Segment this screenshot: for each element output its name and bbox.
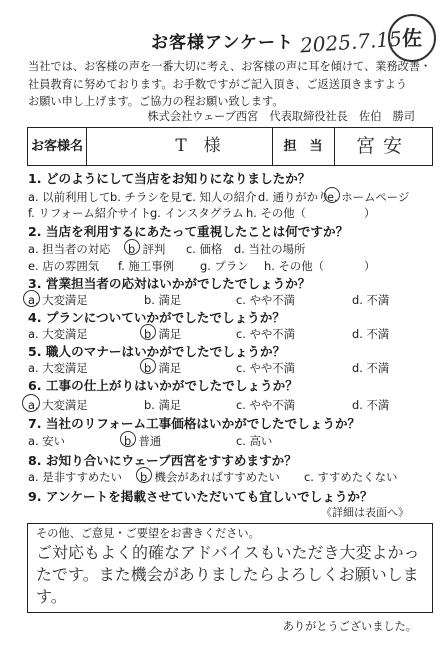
option-2b: b. 評判 (128, 242, 166, 256)
answer-circle (140, 358, 156, 374)
question-5: 5. 職人のマナーはいかがでしたでしょうか？ (28, 344, 286, 359)
company-signature: 株式会社ウェーブ西宮 代表取締役社長 佐伯 勝司 (147, 110, 415, 123)
option-2a: a. 担当者の対応 (28, 242, 111, 256)
name-row (27, 127, 433, 166)
option-1a: a. 以前利用して (28, 190, 111, 204)
option-1e: e. ホームページ (327, 190, 410, 204)
option-3d: d. 不満 (352, 293, 390, 307)
option-5b: b. 満足 (144, 361, 182, 375)
option-5d: d. 不満 (352, 361, 390, 375)
question-1: 1. どのようにして当店をお知りになりましたか？ (28, 171, 311, 186)
intro-text (28, 58, 431, 111)
option-6c: c. やや不満 (236, 398, 296, 412)
option-1g: g. インスタグラム (150, 206, 244, 220)
option-1h-close: ） (364, 206, 376, 220)
customer-name-label: お客様名 (30, 139, 83, 154)
question-7: 7. 当社のリフォーム工事価格はいかがでしたでしょうか？ (28, 416, 361, 431)
option-3b: b. 満足 (144, 293, 182, 307)
intro-line: 当社では、お客様の声を一番大切に考え、お客様の声に耳を傾けて、業務改善・ (28, 60, 432, 73)
detail-note: 《詳細は表面へ》 (321, 506, 409, 519)
option-3a: a. 大変満足 (28, 293, 88, 307)
option-2h: h. その他（ (264, 259, 325, 273)
answer-circle (324, 187, 340, 203)
option-2c: c. 価格 (186, 242, 223, 256)
option-1c: c. 知人の紹介 (186, 190, 257, 204)
answer-circle (120, 431, 136, 447)
thanks-text: ありがとうございました。 (282, 620, 417, 633)
remarks-title: その他、ご意見・ご要望をお書きください。 (36, 527, 260, 540)
option-7a: a. 安い (28, 434, 66, 448)
option-4b: b. 満足 (144, 327, 182, 341)
intro-line: 社員教育に努めております。お手数ですがご記入頂き、ご返送頂きますよう (28, 77, 408, 91)
intro-line: お願い申し上げます。ご協力の程お願い致します。 (28, 95, 284, 108)
answer-circle (140, 324, 156, 340)
option-1b: b. チラシを見て (110, 190, 193, 204)
option-8b: b. 機会があればすすめたい (140, 470, 280, 484)
option-2g: g. プラン (200, 259, 249, 273)
option-6a: a. 大変満足 (28, 398, 88, 412)
question-6: 6. 工事の仕上がりはいかがでしたでしょうか？ (28, 378, 298, 393)
option-7b: b. 普通 (124, 434, 162, 448)
form-title: お客様アンケート (151, 33, 294, 53)
option-2h-close: ） (364, 259, 376, 273)
option-8c: c. すすめたくない (304, 470, 398, 484)
staff-value: 宮安 (355, 135, 410, 157)
option-6d: d. 不満 (352, 398, 390, 412)
option-8a: a. 是非すすめたい (28, 470, 123, 484)
option-7c: c. 高い (236, 434, 273, 448)
option-2f: f. 施工事例 (118, 259, 174, 273)
question-9: 9. アンケートを掲載させていただいても宜しいでしょうか？ (28, 489, 373, 504)
option-6b: b. 満足 (144, 398, 182, 412)
option-1d: d. 通りがかり (258, 190, 330, 204)
question-2: 2. 当店を利用するにあたって重視したことは何ですか？ (28, 224, 349, 239)
question-8: 8. お知り合いにウェーブ西宮をすすめますか？ (28, 453, 297, 468)
answer-circle (22, 394, 40, 412)
option-3c: c. やや不満 (236, 293, 296, 307)
customer-name-value: T 様 (175, 136, 221, 156)
answer-circle (136, 467, 152, 483)
option-2d: d. 当社の場所 (234, 242, 306, 256)
option-4c: c. やや不満 (236, 327, 296, 341)
option-5a: a. 大変満足 (28, 361, 88, 375)
option-2e: e. 店の雰囲気 (28, 259, 100, 273)
question-4: 4. プランについていかがでしたでしょうか？ (28, 310, 285, 325)
option-4d: d. 不満 (352, 327, 390, 341)
answer-circle (23, 290, 40, 307)
option-1h: h. その他（ (246, 206, 307, 220)
staff-label: 担 当 (283, 139, 323, 154)
answer-circle (124, 239, 140, 255)
option-1f: f. リフォーム紹介サイト (28, 206, 151, 220)
remarks-handwritten-text: ご対応もよく的確なアドバイスもいただき大変よかったです。また機会がありましたらよろしくお願いします。 (36, 543, 420, 606)
approval-stamp: 佐 (388, 14, 436, 62)
option-4a: a. 大変満足 (28, 327, 88, 341)
handwritten-date: 2025.7.15 (299, 26, 403, 58)
question-3: 3. 営業担当者の応対はいかがでしたでしょうか？ (28, 276, 311, 291)
option-5c: c. やや不満 (236, 361, 296, 375)
